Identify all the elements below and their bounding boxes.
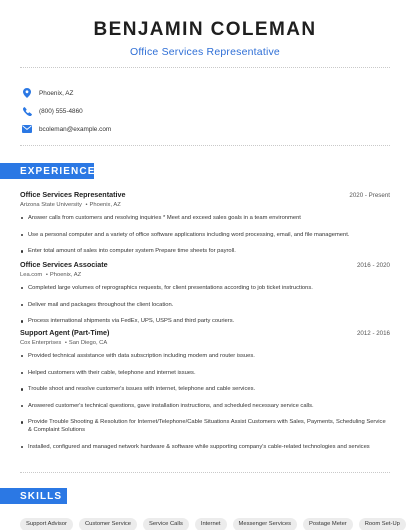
job-bullets (20, 214, 390, 255)
job-company: Arizona State University • Phoenix, AZ (20, 202, 121, 208)
job-bullets (20, 284, 390, 325)
skill-tag: Postage Meter (303, 518, 353, 530)
email-text: bcoleman@example.com (39, 125, 112, 133)
list-item: Process international shipments via FedEx, UPS, USPS and third party couriers. (20, 317, 390, 325)
candidate-role: Office Services Representative (130, 46, 280, 58)
list-item: Trouble shoot and resolve customer's issues with internet, telephone and cable services. (20, 385, 390, 393)
list-item: Completed large volumes of reprographics requests, for client presentations according to job ticket instructions. (20, 284, 390, 292)
job-dates: 2016 - 2020 (356, 262, 390, 269)
company-name: Lea.com (20, 272, 43, 278)
phone-icon (22, 106, 32, 116)
job-dates: 2012 - 2016 (356, 330, 390, 337)
phone-text: (800) 555-4860 (39, 107, 83, 115)
job-entry (20, 328, 390, 460)
company-location: Phoenix, AZ (89, 202, 121, 208)
skill-tag: Messenger Services (233, 518, 298, 530)
candidate-name: BENJAMIN COLEMAN (93, 19, 317, 40)
skills-heading: SKILLS (0, 488, 67, 504)
skill-tag: Service Calls (143, 518, 189, 530)
skill-tag: Customer Service (79, 518, 137, 530)
experience-heading: EXPERIENCE (0, 163, 94, 179)
location-text: Phoenix, AZ (39, 89, 74, 97)
job-title: Support Agent (Part-Time) (20, 328, 110, 337)
list-item: Provided technical assistance with data subscription including modem and router issues. (20, 352, 390, 360)
job-title: Office Services Representative (20, 190, 126, 199)
divider (20, 472, 390, 473)
company-location: Phoenix, AZ (49, 272, 82, 278)
divider (20, 67, 390, 68)
list-item: Enter total amount of sales into computer system Prepare time sheets for payroll. (20, 247, 390, 255)
divider (20, 145, 390, 146)
skill-tag: Support Advisor (20, 518, 73, 530)
job-dates: 2020 - Present (349, 192, 390, 199)
resume-header (0, 0, 410, 58)
contact-phone (22, 102, 111, 120)
envelope-icon (22, 124, 32, 134)
list-item: Answer calls from customers and resolving inquiries * Meet and exceed sales goals in a team environment (20, 214, 390, 222)
list-item: Helped customers with their cable, telephone and internet issues. (20, 369, 390, 377)
company-location: San Diego, CA (68, 340, 108, 346)
job-entry (20, 260, 390, 334)
company-name: Cox Enterprises (20, 340, 62, 346)
list-item: Provide Trouble Shooting & Resolution for Internet/Telephone/Cable Situations Assist Customers with Sales, Payments, Scheduling Service & Complaint Solutions (20, 418, 390, 434)
skills-list (20, 518, 406, 530)
job-company: Cox Enterprises • San Diego, CA (20, 340, 108, 346)
job-company: Lea.com • Phoenix, AZ (20, 272, 82, 278)
job-entry (20, 190, 390, 264)
list-item: Answered customer's technical questions, gave installation instructions, and scheduled necessary service calls. (20, 402, 390, 410)
contact-location (22, 84, 111, 102)
list-item: Use a personal computer and a variety of office software applications including word processing, email, and file management. (20, 231, 390, 239)
skill-tag: Room Set-Up (359, 518, 406, 530)
contact-email (22, 120, 111, 138)
job-title: Office Services Associate (20, 260, 108, 269)
job-bullets (20, 352, 390, 451)
map-pin-icon (22, 88, 32, 98)
contact-info (22, 84, 111, 138)
list-item: Deliver mail and packages throughout the client location. (20, 301, 390, 309)
company-name: Arizona State University (20, 202, 82, 208)
list-item: Installed, configured and managed network hardware & software while supporting company's cable-related technologies and services (20, 443, 390, 451)
skill-tag: Internet (195, 518, 227, 530)
